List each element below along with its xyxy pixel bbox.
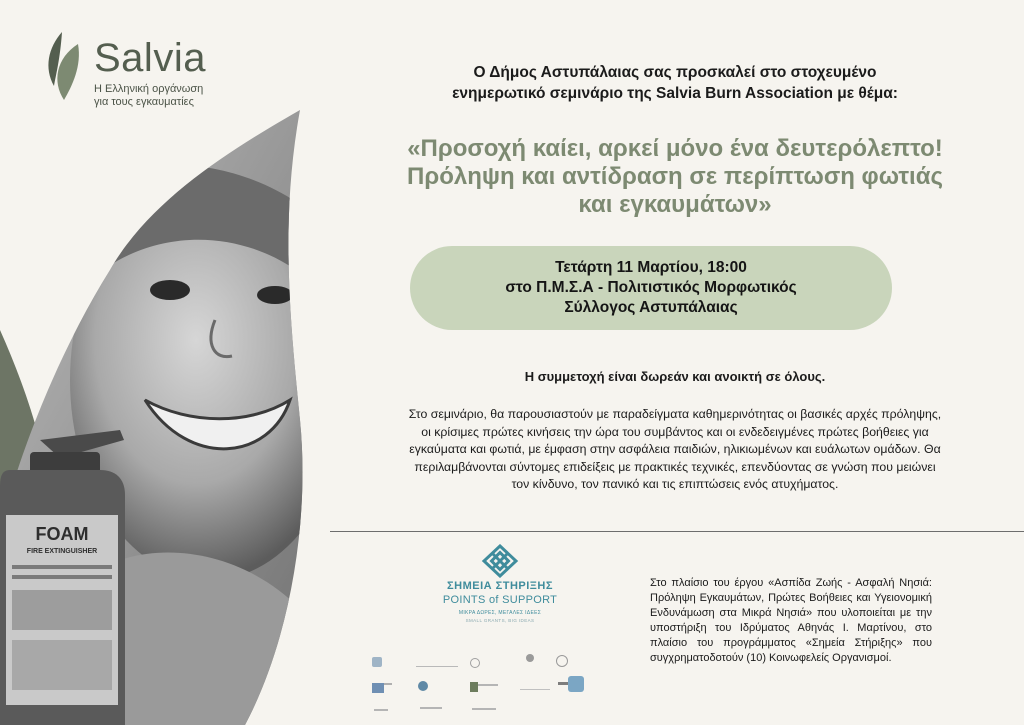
event-date-time: Τετάρτη 11 Μαρτίου, 18:00 bbox=[555, 259, 747, 276]
description-line: οι κρίσιμες πρώτες κινήσεις την ώρα του συμβάντος και οι ενδεδειγμένες πρώτες βοήθειες για bbox=[421, 424, 929, 439]
free-entry-note: Η συμμετοχή είναι δωρεάν και ανοικτή σε όλους. bbox=[524, 369, 826, 384]
description-line: εγκαύματα και φωτιά, με έμφαση στην ασφάλεια παιδιών, ηλικιωμένων και ευάλωτων ομάδων. Θα bbox=[409, 442, 941, 456]
pos-english-name: POINTS of SUPPORT bbox=[442, 594, 558, 606]
fire-extinguisher-icon bbox=[0, 430, 125, 725]
salvia-logo bbox=[42, 30, 242, 110]
title-line-3: και εγκαυμάτων» bbox=[578, 191, 772, 218]
sponsor-logo bbox=[418, 678, 456, 692]
project-description: Στο πλαίσιο του έργου «Ασπίδα Ζωής - Ασφαλή Νησιά: Πρόληψη Εγκαυμάτων, Πρώτες Βοήθειες και Υγειονομική Ενδυνάμωση στα Μικρά Νησιά» που υλοποιείται με την υποστήριξη του Ιδρύματος Αθηνάς Ι. Μαρτίνου, στο πλαίσιο του προγράμματος «Σημεία Στήριξης» που συγχρηματοδοτούν (10) Κοινωφελείς Οργανισμοί. bbox=[650, 577, 932, 664]
event-venue-2: Σύλλογος Αστυπάλαιας bbox=[564, 299, 738, 316]
intro-line-2: ενημερωτικό σεμινάριο της Salvia Burn Association με θέμα: bbox=[452, 85, 898, 102]
description-line: περιλαμβάνονται σύντομες επιδείξεις με πρακτικές τεχνικές, επενδύοντας σε γνώση που μειώνει bbox=[414, 459, 936, 474]
pos-motto-en: SMALL GRANTS, BIG IDEAS bbox=[465, 618, 535, 623]
sponsor-logo bbox=[372, 680, 402, 692]
description-line: Στο σεμινάριο, θα παρουσιαστούν με παραδείγματα καθημερινότητας οι βασικές αρχές πρόληψης, bbox=[408, 407, 942, 421]
extinguisher-sublabel: FIRE EXTINGUISHER bbox=[26, 548, 98, 555]
section-divider bbox=[330, 531, 1024, 532]
knot-icon bbox=[480, 544, 520, 578]
title-line-2: Πρόληψη και αντίδραση σε περίπτωση φωτιάς bbox=[407, 163, 943, 190]
points-of-support-logo bbox=[440, 544, 560, 634]
brand-tagline-2: για τους εγκαυματίες bbox=[94, 96, 194, 108]
event-venue-1: στο Π.Μ.Σ.Α - Πολιτιστικός Μορφωτικός bbox=[505, 279, 797, 296]
pos-motto: ΜΙΚΡΑ ΔΩΡΕΣ, ΜΕΓΑΛΕΣ ΙΔΕΕΣ bbox=[458, 610, 542, 616]
seminar-description bbox=[342, 406, 1008, 494]
title-line-1: «Προσοχή καίει, αρκεί μόνο ένα δευτερόλεπτο! bbox=[407, 135, 943, 162]
sponsor-logo bbox=[416, 656, 458, 667]
intro-line-1: Ο Δήμος Αστυπάλαιας σας προσκαλεί στο στοχευμένο bbox=[473, 64, 877, 81]
seminar-title bbox=[330, 135, 1020, 219]
sponsor-logo bbox=[556, 654, 588, 668]
description-line: τον κίνδυνο, τον πανικό και τις επιπτώσεις ενός ατυχήματος. bbox=[511, 477, 839, 491]
extinguisher-label: FOAM bbox=[35, 524, 89, 544]
brand-name: Salvia bbox=[94, 36, 206, 80]
sponsor-logo bbox=[518, 654, 542, 668]
sponsor-logo bbox=[568, 676, 584, 692]
sponsor-logo bbox=[372, 654, 404, 668]
pos-greek-name: ΣΗΜΕΙΑ ΣΤΗΡΙΞΗΣ bbox=[447, 580, 553, 592]
event-details-pill bbox=[410, 246, 892, 330]
leaf-icon bbox=[42, 30, 90, 104]
sponsor-logo bbox=[470, 655, 510, 667]
child-photo bbox=[0, 110, 330, 725]
brand-tagline-1: Η Ελληνική οργάνωση bbox=[94, 83, 204, 95]
intro-text bbox=[330, 62, 1020, 104]
sponsor-logo bbox=[470, 679, 508, 691]
sponsor-logo bbox=[520, 681, 550, 690]
